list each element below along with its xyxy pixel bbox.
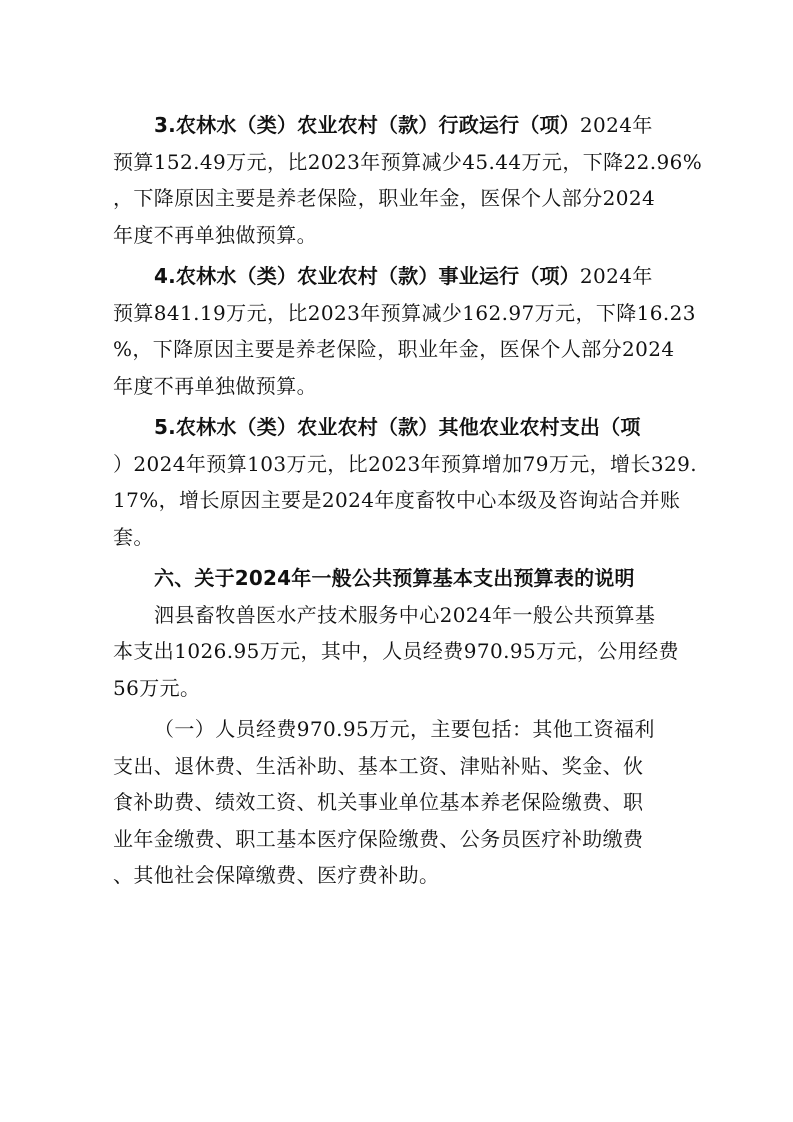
paragraph-line: 本支出1026.95万元，其中，人员经费970.95万元，公用经费 — [113, 639, 679, 663]
paragraph-line: 56万元。 — [113, 675, 201, 700]
paragraph-line — [113, 409, 683, 446]
item-heading: 3.农林水（类）农业农村（款）行政运行（项） — [154, 113, 580, 137]
paragraph-line: 预算152.49万元，比2023年预算减少45.44万元，下降22.96% — [113, 149, 703, 174]
paragraph-line: 业年金缴费、职工基本医疗保险缴费、公务员医疗补助缴费 — [113, 826, 644, 851]
item-heading: 5.农林水（类）农业农村（款）其他农业农村支出（项 — [154, 415, 641, 439]
paragraph-line: ，下降原因主要是养老保险，职业年金，医保个人部分2024 — [113, 186, 656, 210]
budget-item-3 — [113, 107, 703, 253]
paragraph-line: 17%，增长原因主要是2024年度畜牧中心本级及咨询站合并账 — [113, 488, 681, 512]
paragraph-line — [113, 258, 683, 295]
budget-item-5 — [113, 409, 697, 555]
paragraph-line: 泗县畜牧兽医水产技术服务中心2024年一般公共预算基 — [154, 602, 656, 627]
item-text: 2024年 — [579, 264, 653, 288]
paragraph-line: 年度不再单独做预算。 — [113, 222, 317, 247]
item-text: 2024年 — [579, 113, 653, 137]
paragraph-line: （一）人员经费970.95万元，主要包括：其他工资福利 — [154, 717, 655, 741]
paragraph-line: 套。 — [113, 524, 154, 549]
paragraph-line: 支出、退休费、生活补助、基本工资、津贴补贴、奖金、伙 — [113, 753, 644, 778]
paragraph-line: %，下降原因主要是养老保险，职业年金，医保个人部分2024 — [113, 337, 675, 361]
paragraph-line: 预算841.19万元，比2023年预算减少162.97万元，下降16.23 — [113, 300, 696, 325]
paragraph-line: 年度不再单独做预算。 — [113, 373, 317, 398]
section-heading: 六、关于2024年一般公共预算基本支出预算表的说明 — [154, 566, 635, 590]
item-heading: 4.农林水（类）农业农村（款）事业运行（项） — [154, 264, 580, 288]
paragraph-line: 食补助费、绩效工资、机关事业单位基本养老保险缴费、职 — [113, 790, 644, 814]
paragraph-line: 、其他社会保障缴费、医疗费补助。 — [113, 863, 440, 887]
summary-paragraph — [113, 597, 683, 707]
document-body — [113, 107, 703, 894]
personnel-paragraph — [113, 711, 683, 894]
paragraph-line: ）2024年预算103万元，比2023年预算增加79万元，增长329. — [113, 451, 697, 476]
paragraph-line — [113, 107, 683, 144]
budget-item-4 — [113, 258, 696, 404]
